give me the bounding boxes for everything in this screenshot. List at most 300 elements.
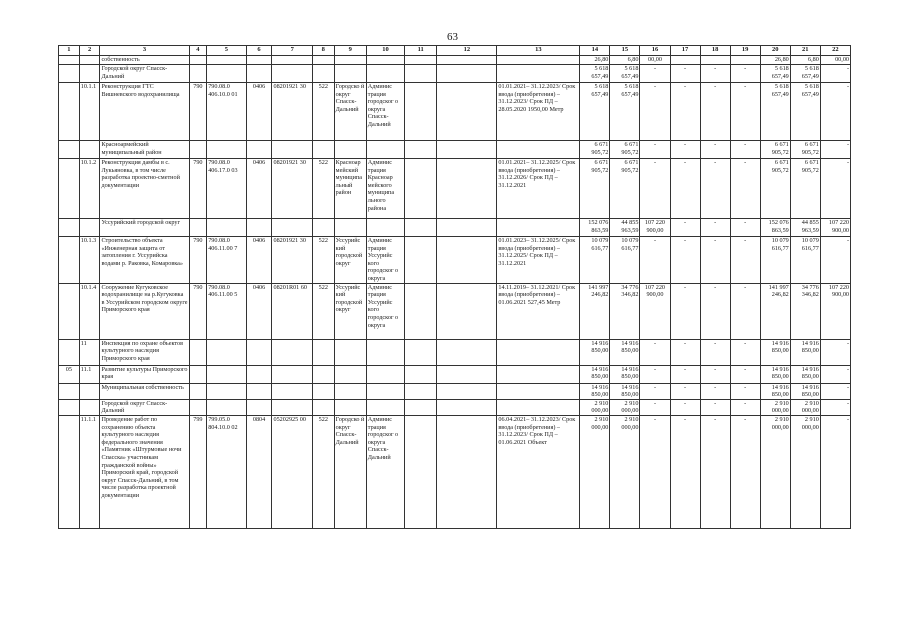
table-cell: 790.08.0 406.17.0 03 [207,159,246,219]
table-cell: 10 079 616,77 [610,237,640,284]
table-row [59,159,851,219]
table-cell: Сооружение Кугуковское водохранилище на р.Кугуковка в Уссурийском городском округе Приморского края [100,283,189,339]
table-cell: 790 [189,237,207,284]
table-cell: 10 079 616,77 [580,237,610,284]
column-header: 10 [366,46,404,56]
table-cell: 107 220 900,00 [820,283,850,339]
table-cell: 14 916 850,00 [580,339,610,365]
column-header: 2 [79,46,100,56]
table-cell [334,339,366,365]
table-row [59,219,851,237]
table-cell: - [670,365,700,383]
table-cell [700,56,730,65]
table-cell: - [640,159,670,219]
table-cell [497,56,580,65]
table-cell [246,141,272,159]
column-header: 4 [189,46,207,56]
table-cell: 14 916 850,00 [790,339,820,365]
table-row [59,415,851,528]
table-cell: - [640,383,670,399]
table-cell: - [820,65,850,83]
column-header: 12 [437,46,497,56]
table-cell: 26,80 [580,56,610,65]
table-cell: Проведение работ по сохранению объекта культурного наследия федерального значения «Памятник «Штурмовые ночи Спасска» участникам гражданской войны» Приморский край, городской округ Спасск-Дальний, в том числе разработка проектной документации [100,415,189,528]
table-cell [405,365,437,383]
table-cell [437,283,497,339]
table-cell: 6 671 905,72 [760,159,790,219]
table-cell: - [640,399,670,415]
table-cell: 2 910 000,00 [580,415,610,528]
table-cell: - [820,415,850,528]
table-cell: 6,80 [610,56,640,65]
table-cell [79,141,100,159]
table-row [59,56,851,65]
table-cell: - [670,237,700,284]
table-cell [497,383,580,399]
table-cell: 790.08.0 406.11.00 5 [207,283,246,339]
table-cell: 2 910 000,00 [790,399,820,415]
table-cell: - [640,65,670,83]
table-cell [437,219,497,237]
table-cell: Развитие культуры Приморского края [100,365,189,383]
table-cell: 152 076 863,59 [760,219,790,237]
table-cell: 0406 [246,83,272,141]
table-cell [405,141,437,159]
table-cell [246,399,272,415]
table-cell [59,415,80,528]
table-cell [246,219,272,237]
table-cell [366,141,404,159]
table-cell [189,141,207,159]
table-row [59,399,851,415]
table-cell [59,141,80,159]
column-header: 16 [640,46,670,56]
table-cell: 00,00 [820,56,850,65]
table-cell: - [700,83,730,141]
table-cell: 5 618 657,49 [760,83,790,141]
table-cell: 14 916 850,00 [790,383,820,399]
table-cell [59,283,80,339]
table-cell: 14 916 850,00 [790,365,820,383]
table-cell: 0406 [246,237,272,284]
table-cell: Городской округ Спасск-Дальний [100,399,189,415]
column-header: 5 [207,46,246,56]
table-cell: Админис трация Красноар мейского муниципа льного района [366,159,404,219]
table-cell: - [700,237,730,284]
table-cell: 14 916 850,00 [610,365,640,383]
table-cell: 790 [189,83,207,141]
table-cell [405,56,437,65]
table-cell: - [640,415,670,528]
column-header: 21 [790,46,820,56]
table-cell [272,65,312,83]
table-cell: 08201921 30 [272,83,312,141]
table-cell [272,56,312,65]
table-cell: - [670,65,700,83]
table-cell: собственность [100,56,189,65]
table-cell [272,365,312,383]
table-cell [189,383,207,399]
table-cell: 10.1.1 [79,83,100,141]
table-cell: 08201921 30 [272,159,312,219]
table-cell: 790.08.0 406.11.00 7 [207,237,246,284]
table-cell [189,56,207,65]
table-cell: 00,00 [640,56,670,65]
table-cell: 34 776 346,82 [610,283,640,339]
table-cell: - [730,365,760,383]
table-cell [272,339,312,365]
table-cell: 522 [312,283,334,339]
table-cell: - [820,159,850,219]
table-cell: 10 079 616,77 [760,237,790,284]
table-cell: 141 997 246,82 [760,283,790,339]
table-cell: - [700,365,730,383]
table-cell: 107 220 900,00 [640,219,670,237]
table-cell: 522 [312,159,334,219]
table-cell [312,399,334,415]
table-cell [405,237,437,284]
table-cell [405,415,437,528]
table-cell [334,383,366,399]
table-cell [207,56,246,65]
table-cell [189,65,207,83]
table-cell: - [730,383,760,399]
table-cell [405,283,437,339]
table-cell: - [700,415,730,528]
table-cell: 05202925 00 [272,415,312,528]
table-cell: 799.05.0 804.10.0 02 [207,415,246,528]
table-cell [405,159,437,219]
table-header-row [59,46,851,56]
table-cell [312,339,334,365]
table-cell: Уссурийс кий городской округ [334,237,366,284]
table-cell [59,83,80,141]
column-header: 11 [405,46,437,56]
table-cell [334,141,366,159]
table-cell: Городско й округ Спасск-Дальний [334,83,366,141]
table-cell: - [820,365,850,383]
table-cell: 26,80 [760,56,790,65]
table-cell [272,399,312,415]
table-cell: 34 776 346,82 [790,283,820,339]
table-cell [207,365,246,383]
table-cell: - [730,83,760,141]
table-cell [437,65,497,83]
table-cell [207,219,246,237]
table-cell: 2 910 000,00 [760,415,790,528]
table-cell [59,159,80,219]
column-header: 8 [312,46,334,56]
table-cell: - [820,237,850,284]
table-cell: 10.1.3 [79,237,100,284]
column-header: 18 [700,46,730,56]
table-cell: Уссурийский городской округ [100,219,189,237]
table-cell: - [670,141,700,159]
table-cell [59,339,80,365]
table-cell [497,339,580,365]
table-cell [670,56,700,65]
table-cell: - [730,141,760,159]
table-cell [405,383,437,399]
table-cell [79,383,100,399]
table-cell: 6 671 905,72 [790,141,820,159]
table-cell [312,65,334,83]
table-cell: 5 618 657,49 [790,83,820,141]
table-cell: Уссурийс кий городской округ [334,283,366,339]
table-cell [405,65,437,83]
table-cell: Красноар мейский муниципа льный район [334,159,366,219]
table-cell: 2 910 000,00 [610,415,640,528]
table-cell: 14 916 850,00 [760,339,790,365]
table-cell: - [700,65,730,83]
table-cell: 11.1 [79,365,100,383]
table-cell [437,415,497,528]
table-cell [366,219,404,237]
column-header: 14 [580,46,610,56]
table-cell: 14 916 850,00 [760,383,790,399]
table-cell: 14 916 850,00 [610,339,640,365]
table-cell [437,339,497,365]
table-cell: - [670,415,700,528]
table-cell: 14 916 850,00 [580,365,610,383]
table-cell [189,219,207,237]
table-cell: - [670,283,700,339]
table-cell: Админис трация городског о округа Спасск-Дальний [366,415,404,528]
table-cell [59,65,80,83]
table-cell [246,56,272,65]
column-header: 6 [246,46,272,56]
table-cell: 6 671 905,72 [610,141,640,159]
table-cell [405,83,437,141]
table-cell: 790.08.0 406.10.0 01 [207,83,246,141]
table-cell [334,399,366,415]
table-cell: - [640,339,670,365]
table-cell [207,383,246,399]
table-cell: Красноармейский муниципальный район [100,141,189,159]
table-cell [189,339,207,365]
table-cell [437,83,497,141]
table-row [59,65,851,83]
table-cell: 790 [189,159,207,219]
table-cell: 06.04.2021– 31.12.2023/ Срок ввода (приобретения) – 31.12.2023/ Срок ПД – 01.06.2021 Объект [497,415,580,528]
table-cell: 6 671 905,72 [580,141,610,159]
table-cell: - [670,339,700,365]
table-cell [272,383,312,399]
table-row [59,283,851,339]
table-cell: 10 079 616,77 [790,237,820,284]
table-cell [334,65,366,83]
table-cell [334,219,366,237]
table-cell: - [700,399,730,415]
table-cell [437,159,497,219]
table-cell: 0406 [246,283,272,339]
table-row [59,383,851,399]
table-cell [437,56,497,65]
table-cell: 2 910 000,00 [790,415,820,528]
table-cell [437,141,497,159]
table-cell: Городско й округ Спасск-Дальний [334,415,366,528]
table-cell [366,383,404,399]
table-cell: - [670,83,700,141]
table-cell: 2 910 000,00 [760,399,790,415]
table-cell: - [730,159,760,219]
table-cell: Реконструкция дамбы в с. Лукьяновка, в том числе разработка проектно-сметной документации [100,159,189,219]
table-cell: 6 671 905,72 [790,159,820,219]
table-cell: 01.01.2023– 31.12.2025/ Срок ввода (приобретения) – 31.12.2025/ Срок ПД – 31.12.2021 [497,237,580,284]
table-cell: 05 [59,365,80,383]
table-cell [79,56,100,65]
table-cell: - [700,219,730,237]
table-cell: Муниципальная собственность [100,383,189,399]
table-cell: - [820,339,850,365]
table-cell: Городской округ Спасск-Дальний [100,65,189,83]
table-cell [207,339,246,365]
table-cell [79,65,100,83]
table-cell: 0804 [246,415,272,528]
table-cell [59,237,80,284]
table-cell [189,365,207,383]
table-cell: 5 618 657,49 [610,83,640,141]
table-cell [437,383,497,399]
table-cell: - [700,383,730,399]
table-cell: Инспекция по охране объектов культурного наследия Приморского края [100,339,189,365]
table-cell [366,339,404,365]
table-cell: 2 910 000,00 [610,399,640,415]
table-cell [366,56,404,65]
table-cell: Реконструкция ГТС Вишневского водохранилища [100,83,189,141]
table-cell: - [670,219,700,237]
column-header: 13 [497,46,580,56]
table-cell: 14.11.2019– 31.12.2021/ Срок ввода (приобретения) – 01.06.2021 527,45 Метр [497,283,580,339]
table-cell: 5 618 657,49 [580,65,610,83]
column-header: 9 [334,46,366,56]
table-cell: - [700,283,730,339]
table-cell: - [820,83,850,141]
column-header: 3 [100,46,189,56]
table-cell [272,219,312,237]
table-cell: - [700,159,730,219]
table-cell: 152 076 863,59 [580,219,610,237]
table-cell: - [670,159,700,219]
table-cell [246,365,272,383]
table-cell: - [670,399,700,415]
table-row [59,339,851,365]
table-cell: 11.1.1 [79,415,100,528]
table-cell [405,399,437,415]
page-number: 63 [447,31,458,43]
column-header: 17 [670,46,700,56]
table-cell [366,65,404,83]
table-cell: - [730,283,760,339]
table-cell: 10.1.4 [79,283,100,339]
table-cell: 14 916 850,00 [760,365,790,383]
table-cell: 6 671 905,72 [760,141,790,159]
table-cell [497,399,580,415]
table-cell: - [730,237,760,284]
column-header: 20 [760,46,790,56]
column-header: 1 [59,46,80,56]
column-header: 15 [610,46,640,56]
table-cell [189,399,207,415]
table-cell [59,56,80,65]
table-cell: 6 671 905,72 [610,159,640,219]
table-cell: - [640,237,670,284]
table-cell: 522 [312,237,334,284]
table-cell [79,399,100,415]
table-cell: 799 [189,415,207,528]
table-cell: 2 910 000,00 [580,399,610,415]
table-cell: Админис трация городског о округа Спасск-Дальний [366,83,404,141]
table-cell: 5 618 657,49 [610,65,640,83]
table-cell: 08201R01 60 [272,283,312,339]
table-cell: - [700,339,730,365]
table-cell: - [820,399,850,415]
table-cell: - [640,141,670,159]
table-cell: - [730,339,760,365]
table-cell [730,56,760,65]
table-cell: - [820,383,850,399]
table-cell: - [640,83,670,141]
table-cell: - [730,399,760,415]
table-cell [366,365,404,383]
column-header: 22 [820,46,850,56]
table-cell [334,56,366,65]
table-cell [312,141,334,159]
table-cell [207,141,246,159]
table-cell: - [730,65,760,83]
table-cell: 522 [312,415,334,528]
table-cell [312,383,334,399]
table-cell: - [670,383,700,399]
table-cell [59,383,80,399]
table-cell [79,219,100,237]
table-row [59,237,851,284]
table-cell: 44 855 963,59 [610,219,640,237]
table-cell: 01.01.2021– 31.12.2025/ Срок ввода (приобретения) – 31.12.2026/ Срок ПД – 31.12.2021 [497,159,580,219]
table-cell: 107 220 900,00 [640,283,670,339]
column-header: 19 [730,46,760,56]
table-cell: 5 618 657,49 [790,65,820,83]
table-cell: 790 [189,283,207,339]
table-cell: Строительство объекта «Инженерная защита от затопления г. Уссурийска водами р. Раковка, Комаровка» [100,237,189,284]
table-row [59,365,851,383]
table-cell: 14 916 850,00 [610,383,640,399]
table-cell [497,219,580,237]
table-cell [59,219,80,237]
table-cell: Админис трация Уссурийс кого городског о округа [366,283,404,339]
table-cell: 6 671 905,72 [580,159,610,219]
table-cell: 08201921 30 [272,237,312,284]
table-cell: - [820,141,850,159]
table-cell [246,65,272,83]
table-cell [497,365,580,383]
column-header: 7 [272,46,312,56]
table-cell [437,237,497,284]
table-cell: 44 855 963,59 [790,219,820,237]
table-cell: - [730,415,760,528]
table-cell [497,65,580,83]
table-cell [437,399,497,415]
table-cell [312,219,334,237]
table-row [59,83,851,141]
table-cell: 0406 [246,159,272,219]
table-cell: - [730,219,760,237]
table-cell: 11 [79,339,100,365]
table-cell: 5 618 657,49 [760,65,790,83]
table-cell: 10.1.2 [79,159,100,219]
table-cell [246,339,272,365]
table-cell [405,219,437,237]
